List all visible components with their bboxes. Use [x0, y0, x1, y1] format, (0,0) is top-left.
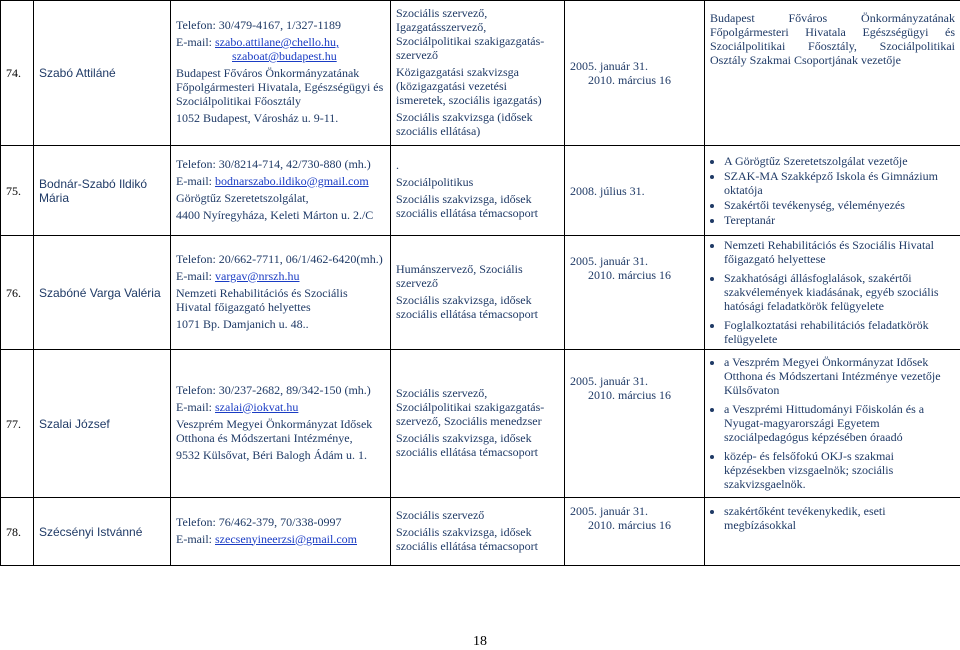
phone-text: Telefon: 20/662-7711, 06/1/462-6420(mh.)	[176, 251, 383, 266]
organization-text: Budapest Főváros Önkormányzatának Főpolgármesteri Hivatala, Egészségügyi és Szociálpolitikai Főosztály	[176, 66, 384, 108]
role-list	[710, 238, 955, 346]
email-line	[176, 532, 385, 546]
role-cell	[705, 498, 960, 566]
row-number: 75.	[1, 146, 34, 236]
qualification-text: Szociális szakvizsga, idősek szociális ellátása témacsoport	[396, 192, 538, 220]
role-item: • közép- és felsőfokú OKJ-s szakmai képzésekben vizsgaelnök; szociális szakvizsgaelnök.	[724, 449, 955, 491]
expert-name: Szabó Attiláné	[34, 1, 171, 146]
row-number: 76.	[1, 236, 34, 350]
email-label: E-mail:	[176, 173, 215, 188]
email-link-secondary[interactable]: szaboat@budapest.hu	[232, 49, 337, 63]
phone-text: Telefon: 30/8214-714, 42/730-880 (mh.)	[176, 156, 371, 171]
expert-name: Szabóné Varga Valéria	[34, 236, 171, 350]
qualification-text: Szociális szervező	[396, 507, 485, 522]
email-link[interactable]: bodnarszabo.ildiko@gmail.com	[215, 173, 369, 188]
table-row	[1, 1, 960, 146]
page-number: 18	[473, 634, 487, 649]
contact-cell	[171, 236, 391, 350]
phone-text: Telefon: 30/237-2682, 89/342-150 (mh.)	[176, 382, 371, 397]
qualification-cell	[391, 1, 565, 146]
contact-cell	[171, 146, 391, 236]
expert-name: Bodnár-Szabó Ildikó Mária	[34, 146, 171, 236]
qualification-text: Szociális szervező, Szociálpolitikai szakigazgatás-szervező, Szociális menedzser	[396, 385, 545, 428]
role-cell	[705, 350, 960, 498]
qualification-text: Közigazgatási szakvizsga (közigazgatási vezetési ismeretek, szociális igazgatás)	[396, 64, 542, 107]
table-row	[1, 350, 960, 498]
date-text: 2008. július 31.	[570, 183, 645, 198]
qualification-cell	[391, 498, 565, 566]
organization-text: Nemzeti Rehabilitációs és Szociális Hivatal főigazgató helyettes	[176, 285, 348, 314]
qualification-text: Szociális szakvizsga (idősek szociális ellátása)	[396, 109, 533, 138]
role-cell	[705, 146, 960, 236]
email-link[interactable]: szecsenyineerzsi@gmail.com	[215, 531, 357, 546]
contact-cell	[171, 350, 391, 498]
table-row	[1, 236, 960, 350]
qualification-text: Szociális szervező, Igazgatásszervező, Szociálpolitikai szakigazgatás-szervező	[396, 5, 545, 62]
address-text: 4400 Nyíregyháza, Keleti Márton u. 2./C	[176, 207, 374, 222]
date-text: 2010. március 16	[588, 388, 671, 402]
role-item: • szakértőként tevékenykedik, eseti megbízásokkal	[724, 504, 955, 532]
email-label: E-mail:	[176, 399, 215, 414]
qualification-cell	[391, 146, 565, 236]
organization-text: Görögtűz Szeretetszolgálat,	[176, 190, 309, 205]
row-number: 78.	[1, 498, 34, 566]
row-number: 77.	[1, 350, 34, 498]
role-item: • a Veszprém Megyei Önkormányzat Idősek Otthona és Módszertani Intézménye vezetője Külsővaton	[724, 355, 955, 397]
address-text: 1052 Budapest, Városház u. 9-11.	[176, 111, 339, 125]
date-text: 2005. január 31.	[570, 504, 648, 518]
role-text: Budapest Főváros Önkormányzatának Főpolgármesteri Hivatala Egészségügyi és Szociálpolitikai Főosztály, Szociálpolitikai Osztály Szakmai Csoportjának vezetője	[710, 11, 955, 67]
role-item: • Szakhatósági állásfoglalások, szakértői szakvélemények kiadásának, egyéb szociális hatósági feladatkörök felügyelete	[724, 271, 955, 313]
date-cell	[565, 1, 705, 146]
email-line	[176, 269, 385, 283]
email-line	[176, 400, 385, 414]
table-row	[1, 146, 960, 236]
date-text: 2010. március 16	[588, 268, 671, 282]
role-item: • SZAK-MA Szakképző Iskola és Gimnázium oktatója	[724, 169, 955, 197]
role-list	[710, 154, 955, 227]
email-link[interactable]: szabo.attilane@chello.hu,	[215, 35, 340, 49]
role-cell	[705, 236, 960, 350]
role-item: • Nemzeti Rehabilitációs és Szociális Hivatal főigazgató helyettese	[724, 238, 955, 266]
organization-text: Veszprém Megyei Önkormányzat Idősek Otthona és Módszertani Intézménye,	[176, 416, 373, 445]
date-cell	[565, 146, 705, 236]
address-text: 1071 Bp. Damjanich u. 48..	[176, 316, 309, 331]
qualification-text: .	[396, 158, 399, 172]
date-cell	[565, 350, 705, 498]
qualification-text: Szociális szakvizsga, idősek szociális ellátása témacsoport	[396, 524, 538, 553]
date-text: 2005. január 31.	[570, 374, 648, 388]
email-label: E-mail:	[176, 35, 215, 49]
qualification-cell	[391, 236, 565, 350]
row-number: 74.	[1, 1, 34, 146]
date-cell	[565, 236, 705, 350]
email-line	[176, 35, 385, 63]
address-text: 9532 Külsővat, Béri Balogh Ádám u. 1.	[176, 447, 367, 462]
date-cell	[565, 498, 705, 566]
phone-text: Telefon: 76/462-379, 70/338-0997	[176, 514, 342, 529]
role-list	[710, 355, 955, 491]
email-label: E-mail:	[176, 531, 215, 546]
role-item: • Foglalkoztatási rehabilitációs feladatkörök felügyelete	[724, 318, 955, 346]
date-text: 2005. január 31.	[570, 59, 648, 73]
qualification-text: Szociális szakvizsga, idősek szociális ellátása témacsoport	[396, 430, 538, 459]
date-text: 2010. március 16	[588, 73, 671, 87]
role-item: • A Görögtűz Szeretetszolgálat vezetője	[724, 154, 955, 168]
role-item: • Tereptanár	[724, 213, 955, 227]
role-item: • a Veszprémi Hittudományi Főiskolán és a Nyugat-magyarországi Egyetem szociálpedagógus képzésében óraadó	[724, 402, 955, 444]
table-row	[1, 498, 960, 566]
qualification-cell	[391, 350, 565, 498]
role-cell	[705, 1, 960, 146]
qualification-text: Szociális szakvizsga, idősek szociális ellátása témacsoport	[396, 292, 538, 321]
role-list	[710, 504, 955, 532]
date-text: 2010. március 16	[588, 518, 671, 532]
date-text: 2005. január 31.	[570, 254, 648, 268]
email-link[interactable]: vargav@nrszh.hu	[215, 268, 300, 283]
qualification-text: Humánszervező, Szociális szervező	[396, 261, 523, 290]
contact-cell	[171, 498, 391, 566]
email-line	[176, 174, 385, 188]
role-item: • Szakértői tevékenység, véleményezés	[724, 198, 955, 212]
phone-text: Telefon: 30/479-4167, 1/327-1189	[176, 18, 342, 32]
expert-name: Szécsényi Istvánné	[34, 498, 171, 566]
email-link[interactable]: szalai@iokvat.hu	[215, 399, 299, 414]
qualification-text: Szociálpolitikus	[396, 175, 474, 189]
contact-cell	[171, 1, 391, 146]
expert-name: Szalai József	[34, 350, 171, 498]
email-label: E-mail:	[176, 268, 215, 283]
